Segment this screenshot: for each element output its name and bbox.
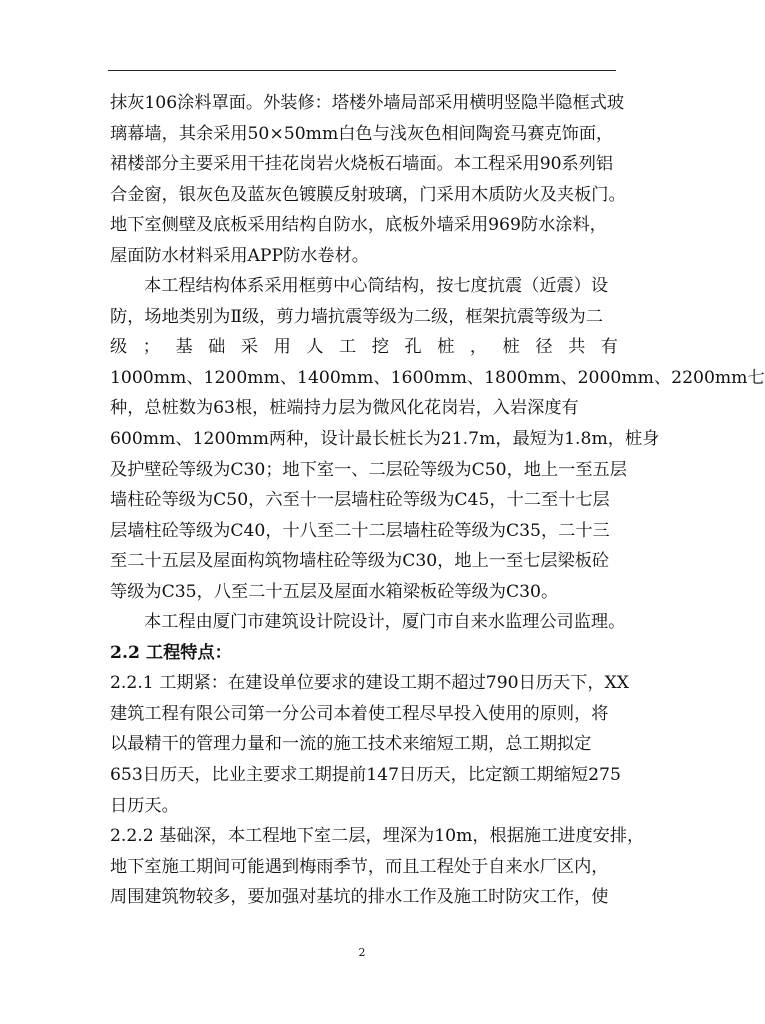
paragraph-finishing [110,88,626,271]
char: 基 [175,337,193,358]
text-line: 抹灰106涂料罩面。外装修：塔楼外墙局部采用横明竖隐半隐框式玻 [110,93,625,113]
text-line: 2.2.1 工期紧：在建设单位要求的建设工期不超过790日历天下，XX [110,673,629,694]
text-line: 本工程由厦门市建筑设计院设计，厦门市自来水监理公司监理。 [144,612,626,633]
text-line: 合金窗，银灰色及蓝灰色镀膜反射玻璃，门采用木质防火及夹板门。 [110,184,626,205]
char: 挖 [371,337,389,358]
text-line: 以最精干的管理力量和一流的施工技术来缩短工期，总工期拟定 [110,734,592,755]
text-line: 种，总桩数为63根，桩端持力层为微风化花岗岩，入岩深度有 [110,398,579,419]
char: 级 [110,337,128,358]
text-line: 至二十五层及屋面构筑物墙柱砼等级为C30，地上一至七层梁板砼 [110,551,610,572]
paragraph-design [110,607,626,638]
item-schedule [110,668,629,821]
text-line: 屋面防水材料采用APP防水卷材。 [110,245,369,266]
text-line: 建筑工程有限公司第一分公司本着使工程尽早投入使用的原则，将 [110,703,609,724]
char: 径 [535,337,553,358]
document-body [110,88,765,913]
text-line: 600mm、1200mm两种，设计最长桩长为21.7m，最短为1.8m，桩身 [110,429,660,450]
char: 用 [273,337,291,358]
char: ， [469,337,488,358]
text-line: 及护壁砼等级为C30；地下室一、二层砼等级为C50，地上一至五层 [110,459,627,480]
text-line-justified [110,332,618,363]
text-line: 日历天。 [110,795,179,816]
text-line: 2.2.2 基础深，本工程地下室二层，埋深为10m，根据施工进度安排， [110,826,645,847]
text-line: 地下室施工期间可能遇到梅雨季节，而且工程处于自来水厂区内， [110,856,609,877]
char: 孔 [404,337,422,358]
text-line: 653日历天，比业主要求工期提前147日历天，比定额工期缩短275 [110,765,621,786]
char: ； [142,337,160,358]
text-line: 璃幕墙，其余采用50×50mm白色与浅灰色相间陶瓷马赛克饰面， [110,123,614,144]
section-heading: 2.2 工程特点： [110,642,232,663]
char: 采 [240,337,259,358]
text-line: 等级为C35，八至二十五层及屋面水箱梁板砼等级为C30。 [110,581,559,602]
char: 共 [568,337,586,358]
char: 础 [208,337,226,358]
text-line: 墙柱砼等级为C50，六至十一层墙柱砼等级为C45，十二至十七层 [110,490,610,511]
char: 人 [306,337,324,358]
text-line: 周围建筑物较多，要加强对基坑的排水工作及施工时防灾工作，使 [110,887,609,908]
char: 桩 [437,337,455,358]
text-line: 防，场地类别为Ⅱ级，剪力墙抗震等级为二级，框架抗震等级为二 [110,306,603,327]
text-line: 地下室侧壁及底板采用结构自防水，底板外墙采用969防水涂料， [110,215,607,236]
paragraph-structure [110,271,765,607]
item-foundation [110,821,645,913]
text-line: 裙楼部分主要采用干挂花岗岩火烧板石墙面。本工程采用90系列铝 [110,154,614,175]
char: 工 [339,337,357,358]
text-line: 1000mm、1200mm、1400mm、1600mm、1800mm、2000mm、2200mm七 [110,367,765,388]
char: 桩 [502,337,520,358]
page-number: 2 [358,946,366,959]
text-line: 本工程结构体系采用框剪中心筒结构，按七度抗震（近震）设 [144,276,609,297]
char: 有 [600,337,618,358]
text-line: 层墙柱砼等级为C40，十八至二十二层墙柱砼等级为C35，二十三 [110,520,610,541]
header-rule [108,70,616,71]
